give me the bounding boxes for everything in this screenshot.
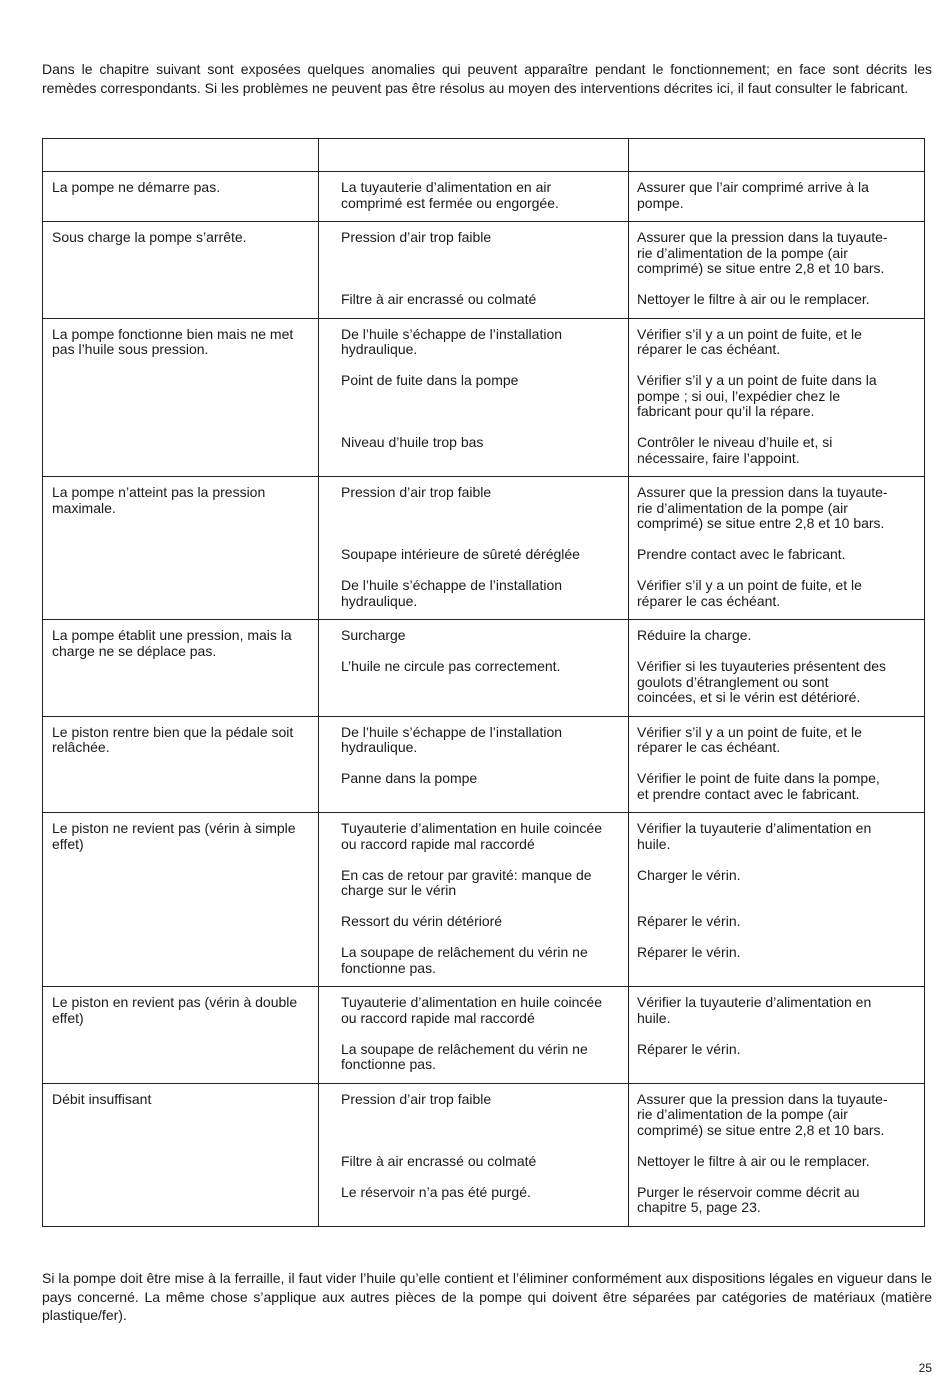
problem-cell (43, 813, 319, 987)
remedy-item: Vérifier la tuyauterie d’alimentation en huile. (637, 994, 872, 1026)
cause-item: La tuyauterie d’alimentation en air comprimé est fermée ou engorgée. (341, 179, 559, 211)
problem-cell (43, 477, 319, 620)
header-remedy (629, 139, 925, 172)
remedy-cell (629, 477, 925, 620)
disposal-paragraph: Si la pompe doit être mise à la ferraille, il faut vider l’huile qu’elle contient et l’éliminer conformément aux dispositions légales en vigueur dans le pays concerné. La même chose s’applique aux autres pièces de la pompe qui doivent être séparées par catégories de matériaux (matière plastique/fer). (42, 1270, 932, 1323)
cause-item: De l’huile s’échappe de l’installation hydraulique. (341, 577, 563, 609)
intro-paragraph: Dans le chapitre suivant sont exposées quelques anomalies qui peuvent apparaître pendant le fonctionnement; en face sont décrits les remèdes correspondants. Si les problèmes ne peuvent pas être résolus au moyen des interventions décrites ici, il faut consulter le fabricant. (42, 61, 932, 96)
remedy-item: Assurer que la pression dans la tuyaute- rie d’alimentation de la pompe (air comprimé) se situe entre 2,8 et 10 bars. (637, 484, 888, 531)
cause-cell (319, 172, 629, 222)
cause-item: Surcharge (341, 627, 406, 643)
problem-text: Sous charge la pompe s’arrête. (52, 229, 247, 245)
cause-item: Tuyauterie d’alimentation en huile coincée ou raccord rapide mal raccordé (341, 994, 602, 1026)
cause-item: La soupape de relâchement du vérin ne fonctionne pas. (341, 1040, 588, 1072)
cause-item: Soupape intérieure de sûreté déréglée (341, 546, 580, 562)
remedy-item: Vérifier s’il y a un point de fuite, et le réparer le cas échéant. (637, 325, 862, 357)
remedy-item: Réparer le vérin. (637, 944, 741, 960)
cause-item: Point de fuite dans la pompe (341, 372, 519, 388)
problem-cell (43, 1083, 319, 1226)
problem-cell (43, 716, 319, 813)
cause-cell (319, 620, 629, 717)
remedy-cell (629, 172, 925, 222)
cause-cell (319, 987, 629, 1084)
remedy-cell (629, 318, 925, 477)
cause-item: Pression d’air trop faible (341, 484, 492, 500)
problem-text: La pompe fonctionne bien mais ne met pas l’huile sous pression. (52, 325, 294, 357)
cause-item: Panne dans la pompe (341, 770, 478, 786)
cause-item: La soupape de relâchement du vérin ne fonctionne pas. (341, 944, 588, 976)
remedy-item: Contrôler le niveau d’huile et, si nécessaire, faire l’appoint. (637, 434, 833, 466)
cause-cell (319, 222, 629, 319)
cause-item: Le réservoir n’a pas été purgé. (341, 1183, 531, 1200)
problem-text: La pompe ne démarre pas. (52, 179, 221, 195)
remedy-cell (629, 1083, 925, 1226)
remedy-item: Assurer que la pression dans la tuyaute- rie d’alimentation de la pompe (air comprimé) se situe entre 2,8 et 10 bars. (637, 229, 888, 276)
remedy-item: Réparer le vérin. (637, 913, 741, 929)
remedy-item: Purger le réservoir comme décrit au chapitre 5, page 23. (637, 1183, 860, 1215)
cause-item: Filtre à air encrassé ou colmaté (341, 291, 537, 307)
cause-cell (319, 318, 629, 477)
remedy-item: Vérifier la tuyauterie d’alimentation en huile. (637, 820, 872, 852)
remedy-cell (629, 987, 925, 1084)
remedy-cell (629, 222, 925, 319)
problem-text: La pompe établit une pression, mais la charge ne se déplace pas. (52, 627, 292, 659)
remedy-cell (629, 620, 925, 717)
cause-item: Ressort du vérin détérioré (341, 913, 503, 929)
problem-cell (43, 987, 319, 1084)
remedy-item: Charger le vérin. (637, 866, 741, 883)
table-row (43, 716, 925, 813)
problem-text: Le piston en revient pas (vérin à double effet) (52, 994, 298, 1026)
remedy-cell (629, 813, 925, 987)
cause-cell (319, 477, 629, 620)
problem-text: La pompe n’atteint pas la pression maximale. (52, 484, 266, 516)
problem-cell (43, 318, 319, 477)
problem-cell (43, 620, 319, 717)
cause-item: Tuyauterie d’alimentation en huile coincée ou raccord rapide mal raccordé (341, 820, 602, 852)
remedy-item: Assurer que la pression dans la tuyaute- rie d’alimentation de la pompe (air comprimé) se situe entre 2,8 et 10 bars. (637, 1090, 888, 1138)
page-number: 25 (918, 1361, 932, 1375)
table-row (43, 222, 925, 319)
remedy-item: Nettoyer le filtre à air ou le remplacer. (637, 1152, 870, 1169)
table-header-row (43, 139, 925, 172)
problem-text: Le piston rentre bien que la pédale soit relâchée. (52, 723, 294, 755)
cause-cell (319, 813, 629, 987)
remedy-item: Vérifier si les tuyauteries présentent des goulots d’étranglement ou sont coincées, et si le vérin est détérioré. (637, 658, 887, 705)
table-row (43, 318, 925, 477)
cause-item: De l’huile s’échappe de l’installation hydraulique. (341, 325, 563, 357)
table-row (43, 172, 925, 222)
remedy-item: Vérifier s’il y a un point de fuite, et le réparer le cas échéant. (637, 577, 862, 609)
cause-cell (319, 716, 629, 813)
remedy-item: Prendre contact avec le fabricant. (637, 546, 846, 562)
table-row (43, 1083, 925, 1226)
header-cause (319, 139, 629, 172)
remedy-item: Vérifier s’il y a un point de fuite, et le réparer le cas échéant. (637, 723, 862, 755)
remedy-item: Réparer le vérin. (637, 1040, 741, 1057)
problem-text: Débit insuffisant (52, 1090, 152, 1107)
cause-item: De l’huile s’échappe de l’installation hydraulique. (341, 723, 563, 755)
problem-cell (43, 222, 319, 319)
cause-item: Pression d’air trop faible (341, 1090, 492, 1107)
remedy-cell (629, 716, 925, 813)
header-problem (43, 139, 319, 172)
cause-item: Niveau d’huile trop bas (341, 434, 484, 450)
remedy-item: Vérifier le point de fuite dans la pompe, et prendre contact avec le fabricant. (637, 770, 880, 802)
remedy-item: Nettoyer le filtre à air ou le remplacer. (637, 291, 870, 307)
cause-item: L’huile ne circule pas correctement. (341, 658, 561, 674)
cause-item: Pression d’air trop faible (341, 229, 492, 245)
cause-cell (319, 1083, 629, 1226)
remedy-item: Vérifier s’il y a un point de fuite dans la pompe ; si oui, l’expédier chez le fabricant pour qu’il la répare. (637, 372, 877, 419)
remedy-item: Assurer que l’air comprimé arrive à la pompe. (637, 179, 869, 211)
cause-item: En cas de retour par gravité: manque de charge sur le vérin (341, 866, 592, 898)
table-row (43, 987, 925, 1084)
troubleshooting-table (42, 138, 925, 1227)
problem-text: Le piston ne revient pas (vérin à simple effet) (52, 820, 296, 852)
problem-cell (43, 172, 319, 222)
table-body (43, 172, 925, 1227)
remedy-item: Réduire la charge. (637, 627, 752, 643)
table-row (43, 477, 925, 620)
table-row (43, 813, 925, 987)
table-row (43, 620, 925, 717)
cause-item: Filtre à air encrassé ou colmaté (341, 1152, 537, 1169)
